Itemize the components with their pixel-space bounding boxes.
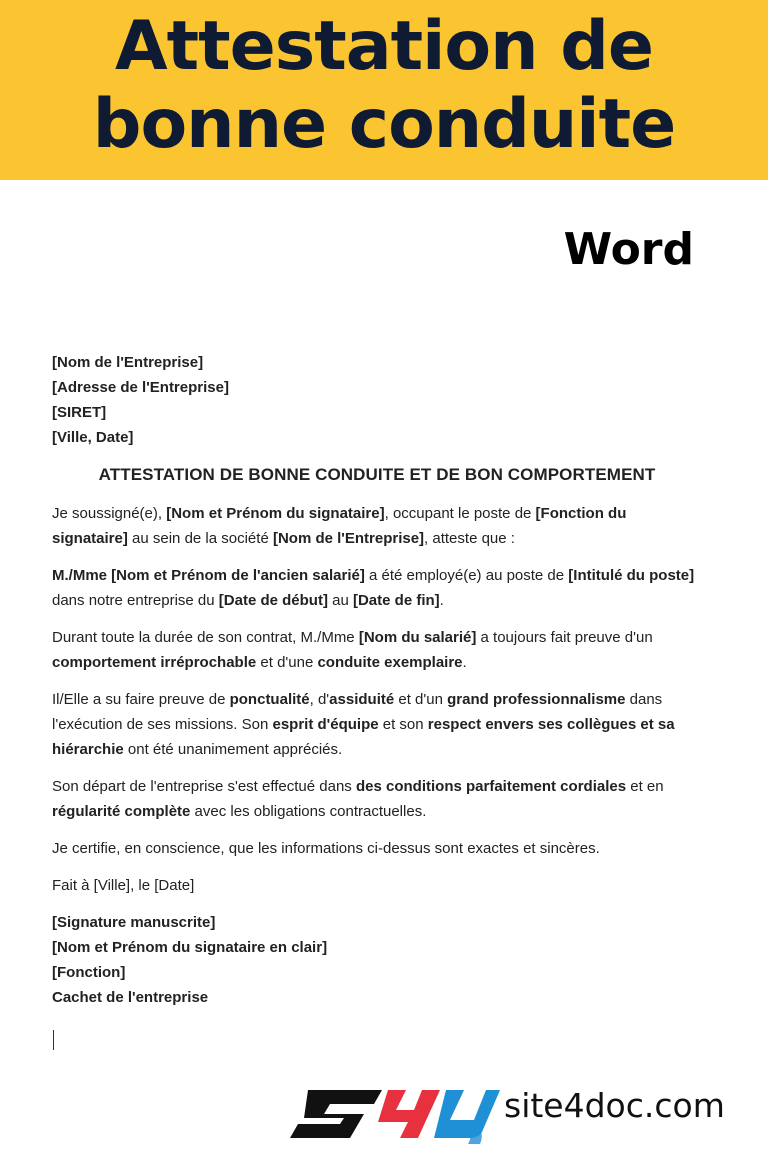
text-run: dans l'exécution de ses missions. Son <box>52 691 663 733</box>
bold-text-run: [Nom et Prénom du signataire] <box>166 505 385 522</box>
bold-text-run: [Date de début] <box>218 592 328 609</box>
bold-text-run: [Intitulé du poste] <box>568 567 695 584</box>
text-cursor <box>53 1030 54 1050</box>
bold-text-run: régularité complète <box>52 803 191 820</box>
bold-text-run: [Nom de l'Entreprise] <box>272 530 425 547</box>
bold-text-run: [Nom du salarié] <box>358 629 477 646</box>
text-run: Son départ de l'entreprise s'est effectué dans <box>52 778 356 795</box>
bold-text-run: [Fonction du signataire] <box>52 505 627 547</box>
company-address: [Adresse de l'Entreprise] <box>52 379 229 396</box>
company-header <box>52 350 702 450</box>
company-stamp: Cachet de l'entreprise <box>52 989 209 1006</box>
bold-text-run: M./Mme [Nom et Prénom de l'ancien salarié] <box>52 567 365 584</box>
text-run: au <box>327 592 353 609</box>
bold-text-run: des conditions parfaitement cordiales <box>355 778 627 795</box>
bold-text-run: conduite exemplaire <box>317 654 463 671</box>
logo-d-shape <box>434 1090 500 1138</box>
text-run: et d'une <box>256 654 318 671</box>
bold-text-run: ponctualité <box>229 691 310 708</box>
title-line-1: Attestation de <box>114 7 654 86</box>
site-url: site4doc.com <box>504 1086 725 1125</box>
text-run: , d' <box>309 691 330 708</box>
title-line-2: bonne conduite <box>92 85 676 164</box>
text-run: . <box>462 654 467 671</box>
text-run: Durant toute la durée de son contrat, M./Mme <box>52 629 359 646</box>
document-title: ATTESTATION DE BONNE CONDUITE ET DE BON COMPORTEMENT <box>98 465 656 484</box>
text-run: Il/Elle a su faire preuve de <box>52 691 230 708</box>
paragraph <box>52 774 702 824</box>
text-run: a été employé(e) au poste de <box>364 567 569 584</box>
text-run: ont été unanimement appréciés. <box>123 741 343 758</box>
bold-text-run: [Date de fin] <box>352 592 440 609</box>
signer-name: [Nom et Prénom du signataire en clair] <box>52 939 328 956</box>
paragraph <box>52 873 702 898</box>
company-siret: [SIRET] <box>52 404 107 421</box>
logo-4-shape <box>378 1090 440 1138</box>
text-run: avec les obligations contractuelles. <box>190 803 427 820</box>
logo-s-shape <box>290 1090 382 1138</box>
text-run: , atteste que : <box>424 530 515 547</box>
city-date: [Ville, Date] <box>52 429 134 446</box>
text-run: , occupant le poste de <box>384 505 536 522</box>
signature-line: [Signature manuscrite] <box>52 914 216 931</box>
text-run: et son <box>378 716 428 733</box>
paragraph <box>52 625 702 675</box>
text-run: et d'un <box>394 691 448 708</box>
paragraph <box>52 563 702 613</box>
text-run: . <box>439 592 444 609</box>
format-label: Word <box>563 224 694 275</box>
title-banner <box>0 0 768 180</box>
bold-text-run: comportement irréprochable <box>52 654 257 671</box>
bold-text-run: respect envers ses collègues et sa hiérarchie <box>52 716 675 758</box>
text-run: Je soussigné(e), <box>52 505 167 522</box>
text-run: dans notre entreprise du <box>52 592 219 609</box>
company-name: [Nom de l'Entreprise] <box>52 354 204 371</box>
text-run: Fait à [Ville], le [Date] <box>52 877 195 894</box>
bold-text-run: grand professionnalisme <box>447 691 626 708</box>
site4doc-logo <box>290 1082 500 1144</box>
paragraph <box>52 687 702 762</box>
text-run: a toujours fait preuve d'un <box>476 629 653 646</box>
bold-text-run: esprit d'équipe <box>272 716 379 733</box>
signature-block <box>52 910 702 1010</box>
text-run: et en <box>626 778 664 795</box>
text-run: Je certifie, en conscience, que les informations ci-dessus sont exactes et sincères. <box>52 840 600 857</box>
letter-document <box>52 350 702 1010</box>
text-run: au sein de la société <box>127 530 273 547</box>
paragraph <box>52 501 702 551</box>
paragraph <box>52 836 702 861</box>
signer-function: [Fonction] <box>52 964 126 981</box>
page-title <box>0 8 768 164</box>
bold-text-run: assiduité <box>329 691 395 708</box>
letter-body <box>52 501 702 898</box>
